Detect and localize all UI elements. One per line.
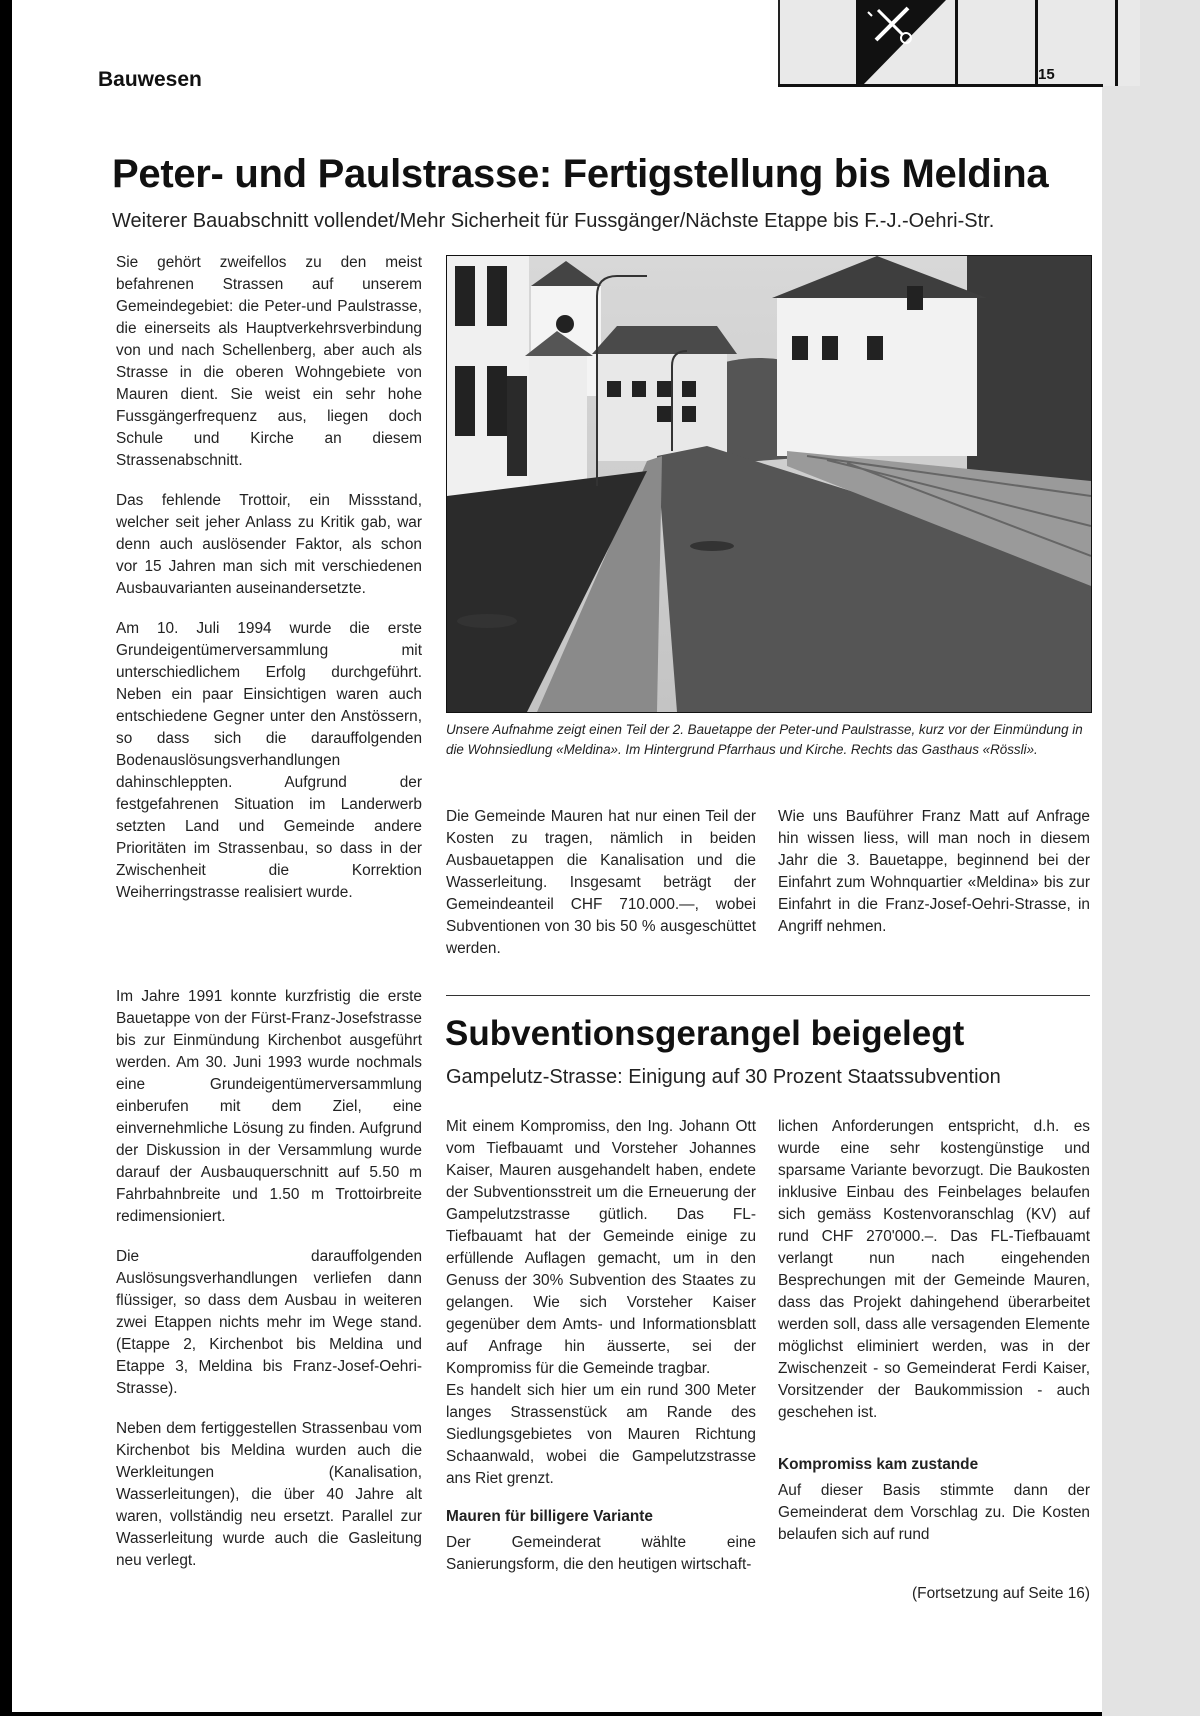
paragraph: Neben dem fertiggestellen Strassenbau vom Kirchenbot bis Meldina wurden auch die Werkleitungen (Kanalisation, Wasserleitungen), die über 40 Jahre alt waren, vollständig neu ersetzt. Parallel zur Wasserleitung wurde auch die Gasleitung neu verlegt. [116, 1420, 422, 1569]
paragraph: Das fehlende Trottoir, ein Missstand, welcher seit jeher Anlass zu Kritik gab, war denn auch auslösender Faktor, als schon vor 15 Jahren man sich mit verschiedenen Ausbauvarianten auseinandersetzte. [116, 492, 422, 597]
crossed-tools-icon [856, 0, 946, 86]
paragraph: Mit einem Kompromiss, den Ing. Johann Ott vom Tiefbauamt und Vorsteher Johannes Kaiser, Mauren ausgehandelt haben, endete der Subventionsstreit um die Erneuerung der Gampelutzstrasse gütlich. Das FL-Tiefbauamt hat der Gemeinde einige zu erfüllende Auflagen gemacht, um in den Genuss der 30% Subvention des Staates zu gelangen. Wie sich Vorsteher Kaiser gegenüber dem Amts- und Informationsblatt auf Anfrage hin äusserte, sei der Kompromiss für die Gemeinde tragbar. [446, 1118, 756, 1377]
article-divider [446, 995, 1090, 996]
paragraph: Die Gemeinde Mauren hat nur einen Teil der Kosten zu tragen, nämlich in beiden Ausbauetappen die Kanalisation und die Wasserleitung. Insgesamt beträgt der Gemeindeanteil CHF 710.000.—, wobei Subventionen von 30 bis 50 % ausgeschüttet werden. [446, 808, 756, 957]
paragraph: Es handelt sich hier um ein rund 300 Meter langes Strassenstück am Rande des Siedlungsgebietes von Mauren Richtung Schaanwald, wobei die Gampelutzstrasse ans Riet grenzt. [446, 1382, 756, 1487]
paragraph: Wie uns Bauführer Franz Matt auf Anfrage hin wissen liess, will man noch in diesem Jahr die 3. Bauetappe, beginnend bei der Einfahrt zum Wohnquartier «Meldina» bis zur Einfahrt in die Franz-Josef-Oehri-Strasse, in Angriff nehmen. [778, 808, 1090, 935]
page-margin-band [1102, 0, 1200, 1716]
article2-title: Subventionsgerangel beigelegt [445, 1014, 965, 1053]
header-rule [778, 84, 1103, 87]
paragraph: Im Jahre 1991 konnte kurzfristig die erste Bauetappe von der Fürst-Franz-Josefstrasse bis zur Einmündung Kirchenbot ausgeführt werden. Am 30. Juni 1993 wurde nochmals eine Grundeigentümerversammlung einberufen mit dem Ziel, eine einvernehmliche Lösung zu finden. Aufgrund der Diskussion in der Versammlung wurde darauf der Ausbauquerschnitt auf 5.50 m Fahrbahnbreite und 1.50 m Trottoirbreite redimensioniert. [116, 988, 422, 1225]
article2-column-2 [778, 1116, 1090, 1546]
article2-subtitle: Gampelutz-Strasse: Einigung auf 30 Prozent Staatssubvention [446, 1066, 1001, 1088]
photo-caption: Unsere Aufnahme zeigt einen Teil der 2. Bauetappe der Peter-und Paulstrasse, kurz vor der Einmündung in die Wohnsiedlung «Meldina». Im Hintergrund Pfarrhaus und Kirche. Rechts das Gasthaus «Rössli». [446, 722, 1083, 757]
article-column-3 [778, 806, 1090, 956]
article-column-1 [116, 252, 422, 922]
paragraph: Sie gehört zweifellos zu den meist befahrenen Strassen auf unserem Gemeindegebiet: die Peter-und Paulstrasse, die einerseits als Hauptverkehrsverbindung von und nach Schellenberg, aber auch als Strasse in die oberen Wohngebiete von Mauren dient. Sie weist ein sehr hohe Fussgängerfrequenz aus, liegen doch Schule und Kirche an diesem Strassenabschnitt. [116, 254, 422, 469]
paragraph: Der Gemeinderat wählte eine Sanierungsform, die den heutigen wirtschaft- [446, 1534, 756, 1573]
header-box [778, 0, 1140, 86]
continuation-note: (Fortsetzung auf Seite 16) [912, 1585, 1090, 1602]
subheading: Kompromiss kam zustande [778, 1456, 979, 1473]
article-subtitle: Weiterer Bauabschnitt vollendet/Mehr Sicherheit für Fussgänger/Nächste Etappe bis F.-J.-Oehri-Str. [112, 210, 995, 232]
page-number: 15 [1038, 66, 1055, 83]
article2-column-1 [446, 1116, 756, 1576]
article-column-2 [446, 806, 756, 978]
paragraph: Die darauffolgenden Auslösungsverhandlungen verliefen dann flüssiger, so dass dem Ausbau in weiteren zwei Etappen nichts mehr im Wege stand. (Etappe 2, Kirchenbot bis Meldina und Etappe 3, Meldina bis Franz-Josef-Oehri-Strasse). [116, 1248, 422, 1397]
paragraph: Am 10. Juli 1994 wurde die erste Grundeigentümerversammlung mit unterschiedlichem Erfolg durchgeführt. Neben ein paar Einsichtigen waren auch entschiedene Gegner unter den Anstössern, so dass sich die darauffolgenden Bodenauslösungsverhandlungen dahinschleppten. Aufgrund der festgefahrenen Situation im Landerwerb setzten Land und Gemeinde andere Prioritäten im Strassenbau, so dass in der Zwischenheit die Korrektion Weiherringstrasse realisiert wurde. [116, 620, 422, 901]
paragraph: lichen Anforderungen entspricht, d.h. es wurde eine sehr kostengünstige und sparsame Variante bevorzugt. Die Baukosten inklusive Einbau des Feinbelages belaufen sich gemäss Kostenvoranschlag (KV) auf rund CHF 270'000.–. Das FL-Tiefbauamt verlangt nun nach eingehenden Besprechungen mit der Gemeinde Mauren, dass das Projekt dahingehend überarbeitet werden soll, dass alle versagenden Elemente möglichst eliminiert werden, was in der Zwischenzeit - so Gemeinderat Ferdi Kaiser, Vorsitzender der Baukommission - auch geschehen ist. [778, 1118, 1090, 1421]
subheading: Mauren für billigere Variante [446, 1508, 653, 1525]
section-label: Bauwesen [98, 68, 202, 91]
paragraph: Auf dieser Basis stimmte dann der Gemeinderat dem Vorschlag zu. Die Kosten belaufen sich auf rund [778, 1482, 1090, 1543]
article-title: Peter- und Paulstrasse: Fertigstellung bis Meldina [112, 152, 1049, 196]
street-photo [446, 255, 1092, 713]
article-column-1-continued [116, 986, 422, 1590]
